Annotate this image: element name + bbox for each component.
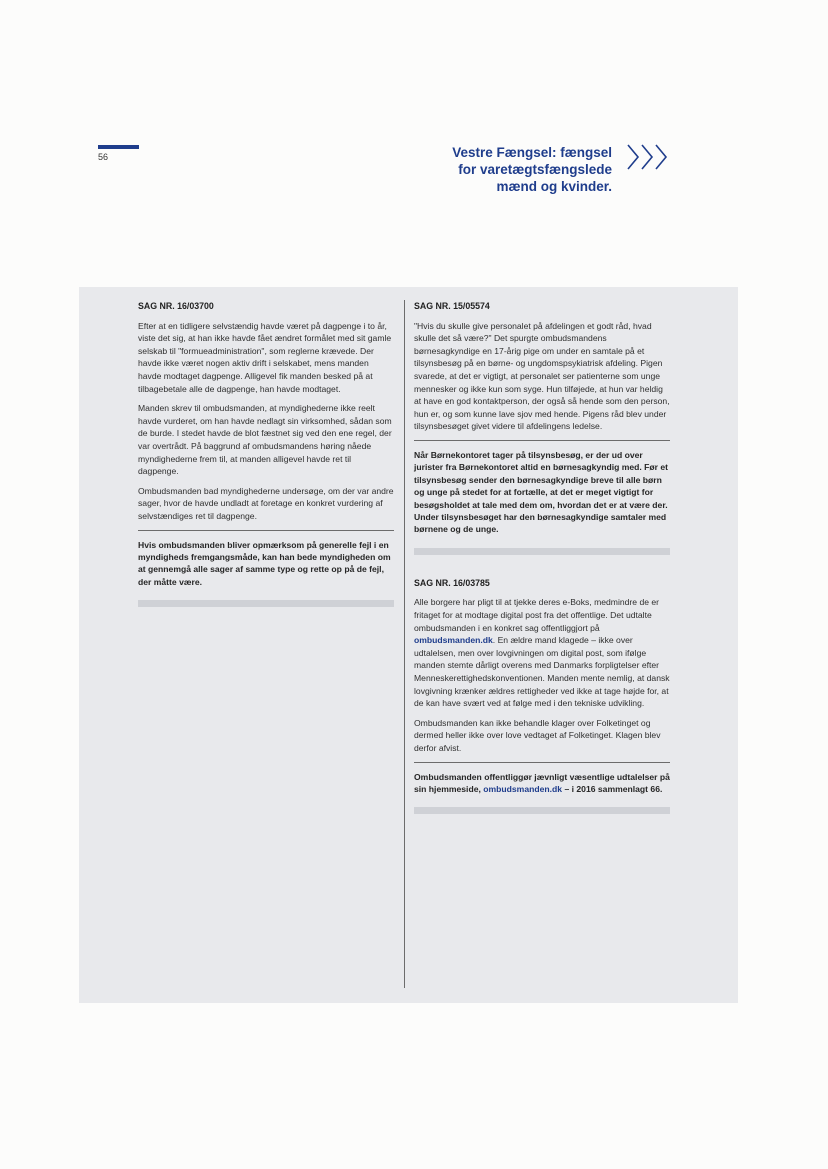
section-rule [138, 530, 394, 531]
paragraph-text: . En ældre mand klagede – ikke over udtalelsen, men over lovgivningen om digital post, som ifølge manden stemte dårligt overens med Danmarks forpligtelser efter Menneskerettighedskonventionen. Manden mente nemlig, at dansk lovgivning krænker ældres rettigheder ved ikke at tage højde for, at de kan have svært ved at følge med i den tekniske udvikling. [414, 635, 670, 709]
left-column [138, 300, 394, 629]
case-paragraph: Manden skrev til ombudsmanden, at myndighederne ikke reelt havde vurderet, om han havde nedlagt sin virksomhed, sådan som de burde. I stedet havde de blot fæstnet sig ved den ene regel, der var overtrådt. På baggrund af ombudsmandens høring nåede myndighederne frem til, at manden alligevel havde ret til dagpenge. [138, 403, 392, 477]
case-number: SAG NR. 16/03700 [138, 301, 214, 311]
chapter-title [400, 144, 612, 195]
triple-chevron-right-icon [624, 140, 672, 174]
chapter-title-line-3: mænd og kvinder. [496, 179, 612, 194]
page-number: 56 [98, 152, 109, 162]
chapter-title-line-2: for varetægtsfængslede [458, 162, 612, 177]
chapter-title-line-1: Vestre Fængsel: fængsel [452, 145, 612, 160]
case-paragraph: Ombudsmanden kan ikke behandle klager over Folketinget og dermed heller ikke over love vedtaget af Folketinget. Klagen blev derfor afvist. [414, 717, 661, 753]
section-end-bar [414, 548, 670, 555]
case-callout: Når Børnekontoret tager på tilsynsbesøg, er der ud over jurister fra Børnekontoret altid en børnesagkyndig med. Før et tilsynsbesøg sender den børnesagkyndige breve til alle børn og unge på stedet for at fortælle, at det er meget vigtigt for besøgsholdet at tale med dem om, hvordan det er at være der. Under tilsynsbesøget har den børnesagkyndige samtaler med børnene og de unge. [414, 449, 669, 535]
case-number: SAG NR. 15/05574 [414, 301, 490, 311]
case-paragraph: "Hvis du skulle give personalet på afdelingen et godt råd, hvad skulle det så være?" Det spurgte ombudsmandens børnesagkyndige en 17-årig pige om under en samtale på et tilsynsbesøg på en børne- og ungdomspsykiatrisk afdeling. Pigen svarede, at det er vigtigt, at personalet ser patienterne som unge mennesker og ikke kun som syge. Hun tilføjede, at hun var heldig at have en god kontaktperson, der også så hende som den person, hun er, og som kunne lave sjov med hende. Pigens råd blev under tilsynsbesøget givet videre til afdelingens ledelse. [414, 320, 670, 432]
case-paragraph [414, 596, 670, 709]
section-end-bar [414, 807, 670, 814]
case-callout [414, 771, 670, 796]
ombudsmanden-link[interactable]: ombudsmanden.dk [414, 635, 493, 646]
section-end-bar [138, 600, 394, 607]
case-paragraph: Ombudsmanden bad myndighederne undersøge, om der var andre sager, hvor de havde undladt at foretage en konkret vurdering af selvstændiges ret til dagpenge. [138, 485, 394, 521]
page-number-bar [98, 145, 139, 149]
case-callout: Hvis ombudsmanden bliver opmærksom på generelle fejl i en myndigheds fremgangsmåde, kan han bede myndigheden om at gennemgå alle sager af samme type og rette op på de fejl, der måtte være. [138, 539, 391, 587]
section-rule [414, 440, 670, 441]
case-paragraph: Efter at en tidligere selvstændig havde været på dagpenge i to år, viste det sig, at han ikke havde fået ændret formålet med sit gamle selskab til "formueadministration", som reglerne krævede. Der havde ikke været nogen aktiv drift i selskabet, mens manden havde modtaget dagpenge. Alligevel fik manden besked på at tilbagebetale alle de dagpenge, han havde modtaget. [138, 320, 392, 394]
callout-text: – i 2016 sammenlagt 66. [562, 783, 663, 794]
right-column [414, 300, 670, 836]
callout-text: Ombudsmanden offentliggør jævnligt væsentlige udtalelser på sin hjemmeside, [414, 771, 670, 794]
ombudsmanden-link[interactable]: ombudsmanden.dk [483, 783, 563, 794]
case-number: SAG NR. 16/03785 [414, 577, 490, 588]
column-divider [404, 300, 405, 988]
section-rule [414, 762, 670, 763]
paragraph-text: Alle borgere har pligt til at tjekke deres e-Boks, medmindre de er fritaget for at modtage digital post fra det offentlige. Det udtalte ombudsmanden i en konkret sag offentliggjort på [414, 597, 660, 633]
